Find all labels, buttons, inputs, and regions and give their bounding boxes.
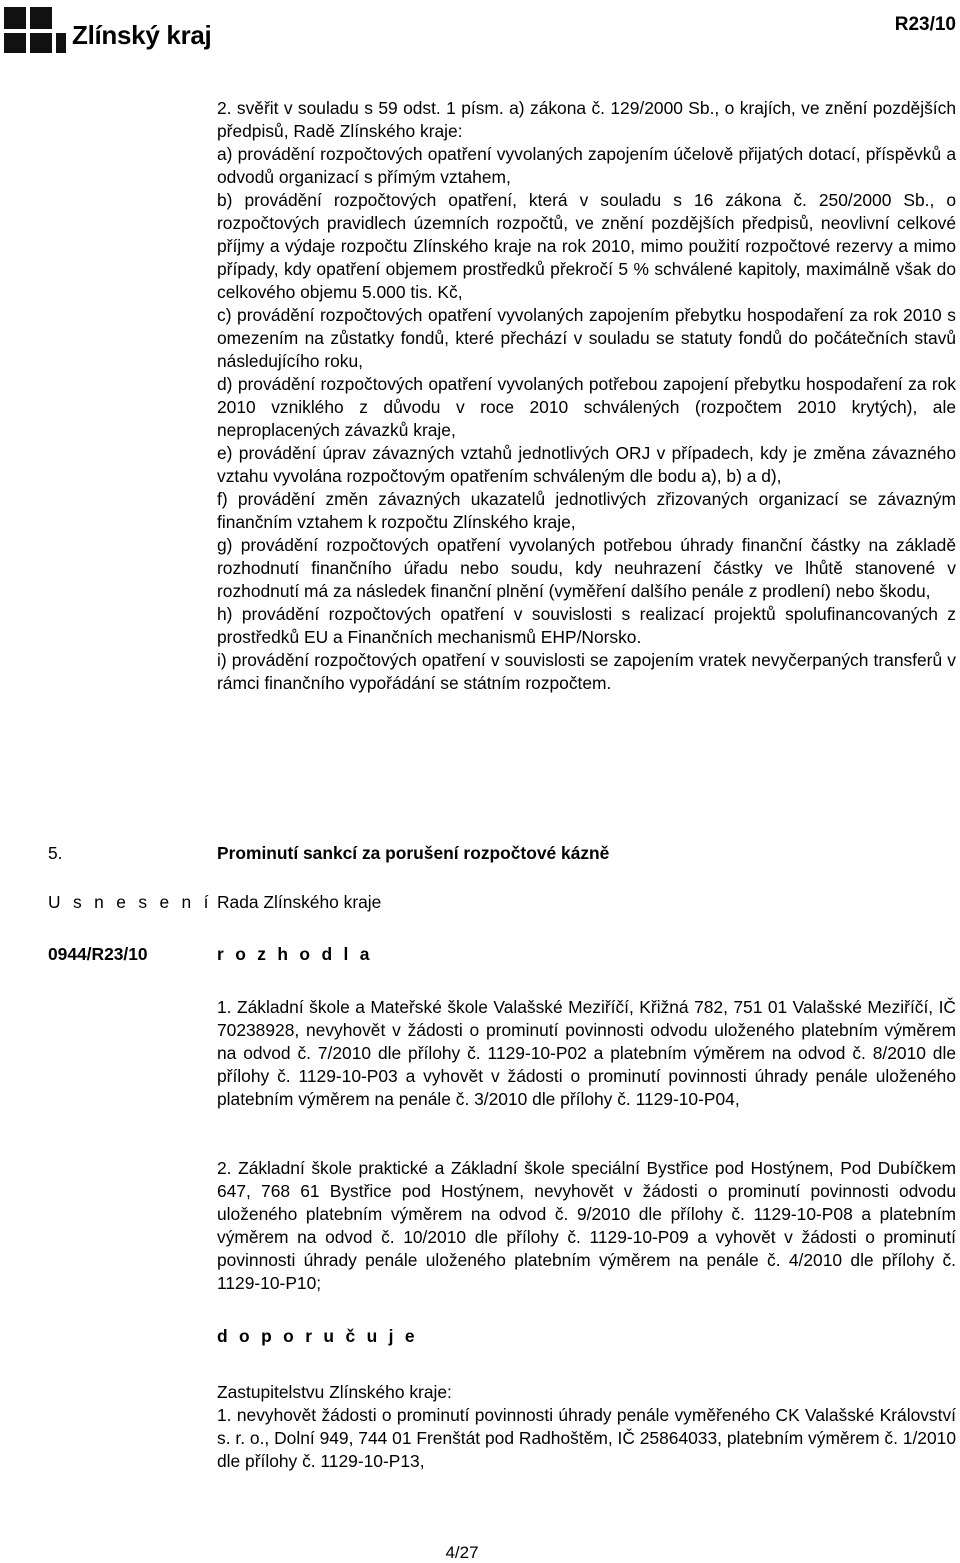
decision-item [217,996,956,1111]
paragraph: f) provádění změn závazných ukazatelů jednotlivých zřizovaných organizací se závazným finančním vztahem k rozpočtu Zlínského kraje, [217,489,956,532]
page-number-container [0,1543,960,1563]
resolution-number: 0944/R23/10 [48,944,148,964]
paragraph: i) provádění rozpočtových opatření v souvislosti se zapojením vratek nevyčerpaných transferů v rámci finančního vypořádání se státním rozpočtem. [217,650,956,693]
delegation-list [217,97,956,695]
decision-text: 1. Základní škole a Mateřské škole Valašské Meziříčí, Křižná 782, 751 01 Valašské Meziříčí, IČ 70238928, nevyhovět v žádosti o prominutí povinnosti odvodu uloženého platebním výměrem na odvod č. 7/2010 dle přílohy č. 1129-10-P02 a platebním výměrem na odvod č. 8/2010 dle přílohy č. 1129-10-P03 a vyhovět v žádosti o prominutí povinnosti úhrady penále uloženého platebním výměrem na penále č. 3/2010 dle přílohy č. 1129-10-P04, [217,997,956,1109]
paragraph: 2. svěřit v souladu s 59 odst. 1 písm. a) zákona č. 129/2000 Sb., o krajích, ve znění pozdějších předpisů, Radě Zlínského kraje: [217,98,956,141]
logo-text: Zlínský kraj [72,20,212,50]
recommend-recipient: Zastupitelstvu Zlínského kraje: [217,1382,452,1402]
paragraph: a) provádění rozpočtových opatření vyvolaných zapojením účelově přijatých dotací, příspěvků a odvodů organizací s přímým vztahem, [217,144,956,187]
recommend-item [217,1404,956,1473]
resolution-label: U s n e s e n í [48,892,213,912]
zlinsky-kraj-logo [4,6,211,54]
page-number: 4/27 [445,1543,479,1562]
document-code: R23/10 [894,14,956,35]
decision-text: 2. Základní škole praktické a Základní škole speciální Bystřice pod Hostýnem, Pod Dubíčkem 647, 768 61 Bystřice pod Hostýnem, nevyhovět v žádosti o prominutí povinnosti odvodu uloženého platebním výměrem na odvod č. 9/2010 dle přílohy č. 1129-10-P08 a platebním výměrem na odvod č. 10/2010 dle přílohy č. 1129-10-P09 a vyhovět v žádosti o prominutí povinnosti úhrady penále uloženého platebním výměrem na penále č. 4/2010 dle přílohy č. 1129-10-P10; [217,1158,956,1293]
paragraph: d) provádění rozpočtových opatření vyvolaných potřebou zapojení přebytku hospodaření za rok 2010 vzniklého z důvodu v roce 2010 schválených (rozpočtem 2010 krytých), ale neproplacených závazků kraje, [217,374,956,440]
recommend-text: 1. nevyhovět žádosti o prominutí povinnosti úhrady penále vyměřeného CK Valašské Království s. r. o., Dolní 949, 744 01 Frenštát pod Radhoštěm, IČ 25864033, platebním výměrem č. 1/2010 dle přílohy č. 1129-10-P13, [217,1405,956,1471]
paragraph: h) provádění rozpočtových opatření v souvislosti s realizací projektů spolufinancovaných z prostředků EU a Finančních mechanismů EHP/Norsko. [217,604,956,647]
logo-squares-icon [4,7,66,53]
section-number: 5. [48,843,63,863]
decision-item [217,1157,956,1295]
paragraph: c) provádění rozpočtových opatření vyvolaných zapojením přebytku hospodaření za rok 2010 s omezením na zůstatky fondů, které přechází v souladu se statuty fondů do počátečních stavů následujícího roku, [217,305,956,371]
resolution-body: Rada Zlínského kraje [217,892,382,912]
decision-label: r o z h o d l a [217,944,373,964]
recommend-label: d o p o r u č u j e [217,1326,418,1346]
paragraph: e) provádění úprav závazných vztahů jednotlivých ORJ v případech, kdy je změna závazného vztahu vyvolána rozpočtovým opatřením schváleným dle bodu a), b) a d), [217,443,956,486]
paragraph: g) provádění rozpočtových opatření vyvolaných potřebou úhrady finanční částky na základě rozhodnutí finančního úřadu nebo soudu, kdy neuhrazení částky ve lhůtě stanovené v rozhodnutí má za následek finanční plnění (vyměření dalšího penále z prodlení) nebo škodu, [217,535,956,601]
paragraph: b) provádění rozpočtových opatření, která v souladu s 16 zákona č. 250/2000 Sb., o rozpočtových pravidlech územních rozpočtů, ve znění pozdějších předpisů, neovlivní celkové příjmy a výdaje rozpočtu Zlínského kraje na rok 2010, mimo použití rozpočtové rezervy a mimo případy, kdy opatření objemem prostředků překročí 5 % schválené kapitoly, maximálně však do celkového objemu 5.000 tis. Kč, [217,190,956,302]
section-title: Prominutí sankcí za porušení rozpočtové kázně [217,843,610,863]
